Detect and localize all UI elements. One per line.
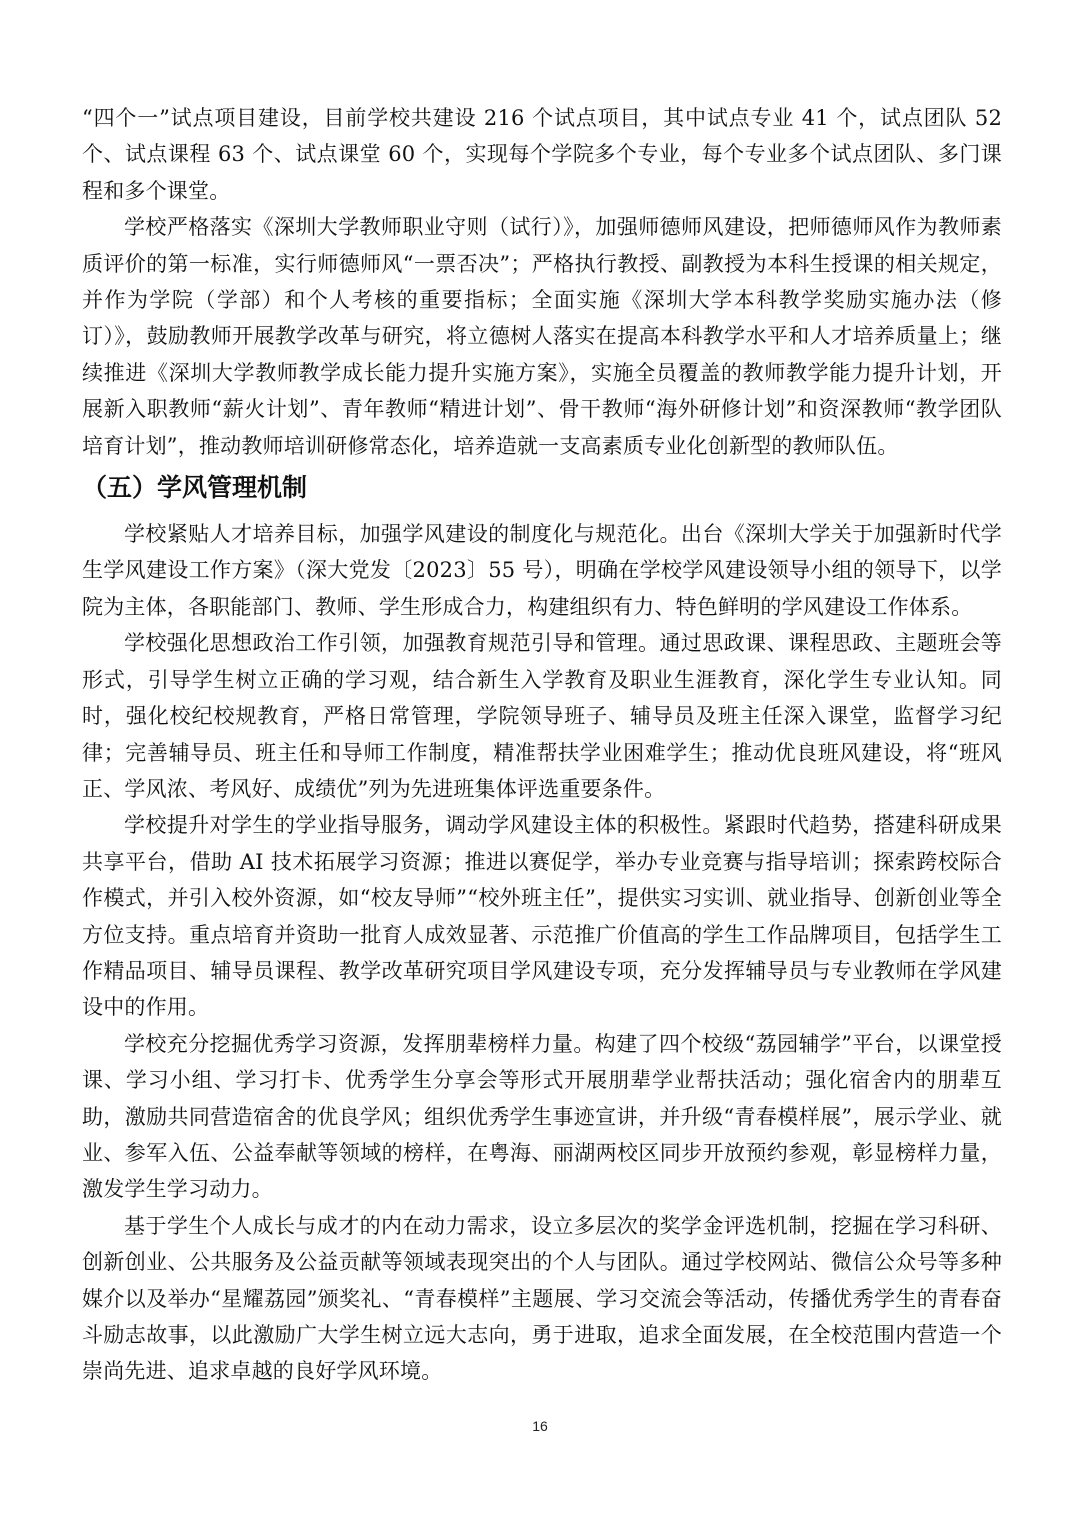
paragraph-study-style-system: 学校紧贴人才培养目标，加强学风建设的制度化与规范化。出台《深圳大学关于加强新时代学生学风建设工作方案》（深大党发〔2023〕55 号），明确在学校学风建设领导小组的领导下，以学院为主体，各职能部门、教师、学生形成合力，构建组织有力、特色鲜明的学风建设工作体系。 <box>82 522 1002 619</box>
document-page <box>82 100 1002 1390</box>
paragraph-peer-role-models: 学校充分挖掘优秀学习资源，发挥朋辈榜样力量。构建了四个校级“荔园辅学”平台，以课堂授课、学习小组、学习打卡、优秀学生分享会等形式开展朋辈学业帮扶活动；强化宿舍内的朋辈互助，激励共同营造宿舍的优良学风；组织优秀学生事迹宣讲，并升级“青春模样展”，展示学业、就业、参军入伍、公益奉献等领域的榜样，在粤海、丽湖两校区同步开放预约参观，彰显榜样力量，激发学生学习动力。 <box>82 1031 1002 1202</box>
paragraph-academic-guidance: 学校提升对学生的学业指导服务，调动学风建设主体的积极性。紧跟时代趋势，搭建科研成果共享平台，借助 AI 技术拓展学习资源；推进以赛促学，举办专业竞赛与指导培训；探索跨校际合作模式，并引入校外资源，如“校友导师”“校外班主任”，提供实习实训、就业指导、创新创业等全方位支持。重点培育并资助一批育人成效显著、示范推广价值高的学生工作品牌项目，包括学生工作精品项目、辅导员课程、教学改革研究项目学风建设专项，充分发挥辅导员与专业教师在学风建设中的作用。 <box>82 813 1002 1020</box>
page-number: 16 <box>532 1418 548 1434</box>
section-heading-study-style: （五）学风管理机制 <box>82 473 308 503</box>
paragraph-teacher-ethics: 学校严格落实《深圳大学教师职业守则（试行）》，加强师德师风建设，把师德师风作为教师素质评价的第一标准，实行师德师风“一票否决”；严格执行教授、副教授为本科生授课的相关规定，并作为学院（学部）和个人考核的重要指标；全面实施《深圳大学本科教学奖励实施办法（修订）》，鼓励教师开展教学改革与研究，将立德树人落实在提高本科教学水平和人才培养质量上；继续推进《深圳大学教师教学成长能力提升实施方案》，实施全员覆盖的教师教学能力提升计划，开展新入职教师“薪火计划”、青年教师“精进计划”、骨干教师“海外研修计划”和资深教师“教学团队培育计划”，推动教师培训研修常态化，培养造就一支高素质专业化创新型的教师队伍。 <box>82 215 1002 458</box>
paragraph-scholarship-mechanism: 基于学生个人成长与成才的内在动力需求，设立多层次的奖学金评选机制，挖掘在学习科研、创新创业、公共服务及公益贡献等领域表现突出的个人与团队。通过学校网站、微信公众号等多种媒介以及举办“星耀荔园”颁奖礼、“青春模样”主题展、学习交流会等活动，传播优秀学生的青春奋斗励志故事，以此激励广大学生树立远大志向，勇于进取，追求全面发展，在全校范围内营造一个崇尚先进、追求卓越的良好学风环境。 <box>82 1213 1002 1384</box>
paragraph-pilot-projects: “四个一”试点项目建设，目前学校共建设 216 个试点项目，其中试点专业 41 个，试点团队 52 个、试点课程 63 个、试点课堂 60 个，实现每个学院多个专业，每个专业多个试点团队、多门课程和多个课堂。 <box>82 106 1002 203</box>
paragraph-ideological-guidance: 学校强化思想政治工作引领，加强教育规范引导和管理。通过思政课、课程思政、主题班会等形式，引导学生树立正确的学习观，结合新生入学教育及职业生涯教育，深化学生专业认知。同时，强化校纪校规教育，严格日常管理，学院领导班子、辅导员及班主任深入课堂，监督学习纪律；完善辅导员、班主任和导师工作制度，精准帮扶学业困难学生；推动优良班风建设，将“班风正、学风浓、考风好、成绩优”列为先进班集体评选重要条件。 <box>82 631 1002 801</box>
